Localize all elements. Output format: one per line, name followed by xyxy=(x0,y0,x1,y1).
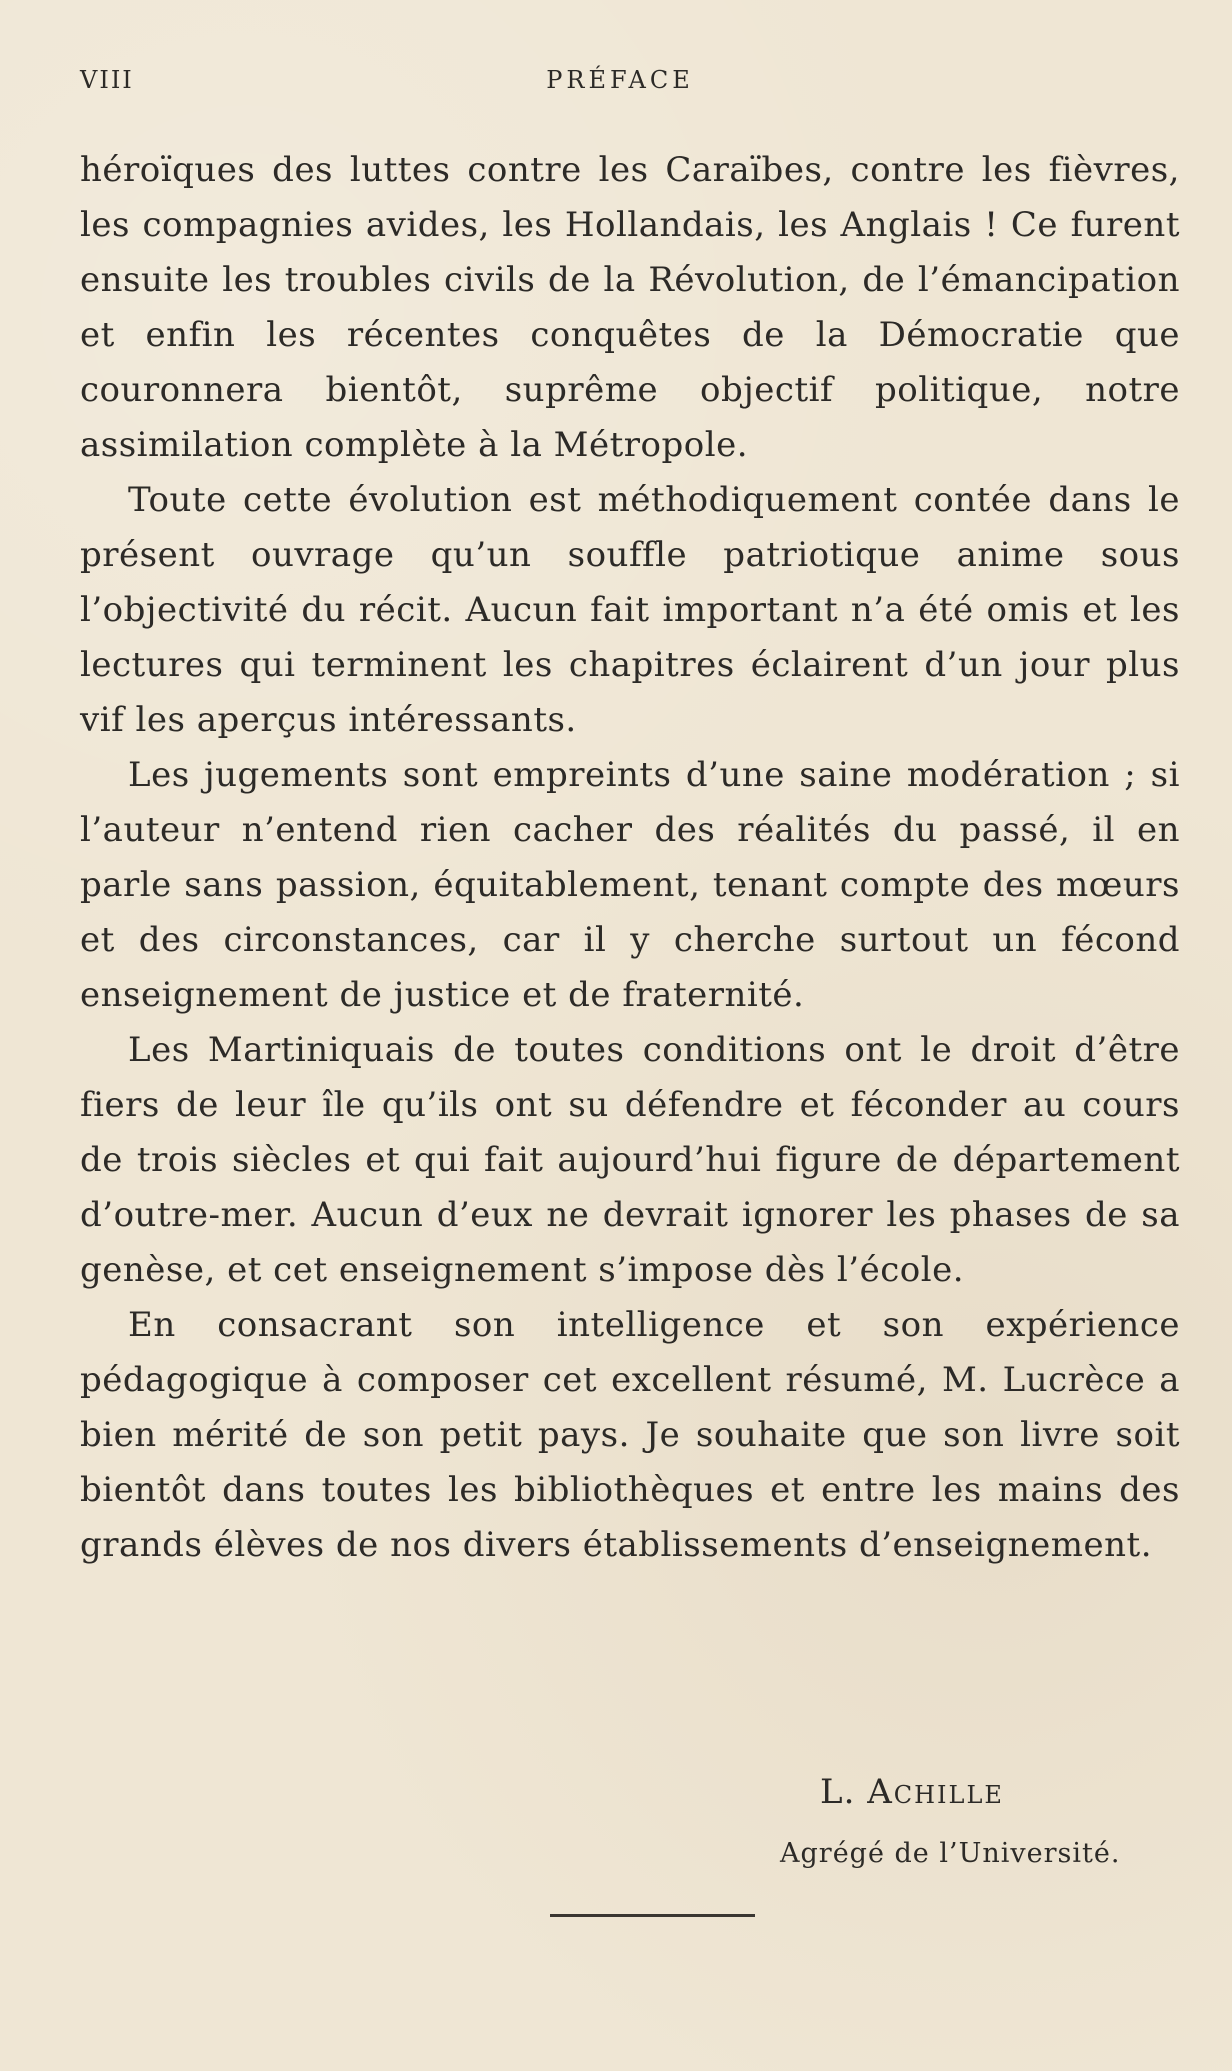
page-header xyxy=(80,66,1160,96)
section-divider xyxy=(550,1914,755,1917)
body-text xyxy=(80,143,1180,1573)
signature xyxy=(820,1772,1140,1812)
signature-name: Achille xyxy=(867,1772,1004,1812)
paragraph: En consacrant son intelligence et son expérience pédagogique à composer cet excellent résumé, M. Lucrèce a bien mérité de son petit pays. Je souhaite que son livre soit bientôt dans toutes les bibliothèques et entre les mains des grands élèves de nos divers établissements d’enseignement. xyxy=(80,1305,1180,1565)
page-number: VIII xyxy=(80,66,134,94)
signature-title: Agrégé de l’Université. xyxy=(780,1838,1121,1869)
paragraph: Les jugements sont empreints d’une saine modération ; si l’auteur n’entend rien cacher des réalités du passé, il en parle sans passion, équitablement, tenant compte des mœurs et des circonstances, car il y cherche surtout un fécond enseignement de justice et de fraternité. xyxy=(80,755,1180,1015)
signature-initial: L. xyxy=(820,1772,856,1812)
paragraph: Les Martiniquais de toutes conditions ont le droit d’être fiers de leur île qu’ils ont su défendre et féconder au cours de trois siècles et qui fait aujourd’hui figure de département d’outre-mer. Aucun d’eux ne devrait ignorer les phases de sa genèse, et cet enseignement s’impose dès l’école. xyxy=(80,1030,1180,1290)
paragraph: Toute cette évolution est méthodiquement contée dans le présent ouvrage qu’un souffle patriotique anime sous l’objectivité du récit. Aucun fait important n’a été omis et les lectures qui terminent les chapitres éclairent d’un jour plus vif les aperçus intéressants. xyxy=(80,480,1180,740)
running-title: PRÉFACE xyxy=(546,66,694,94)
paragraph: héroïques des luttes contre les Caraïbes, contre les fièvres, les compagnies avides, les Hollandais, les Anglais ! Ce furent ensuite les troubles civils de la Révolution, de l’émancipation et enfin les récentes conquêtes de la Démocratie que couronnera bientôt, suprême objectif politique, notre assimilation complète à la Métropole. xyxy=(80,150,1180,465)
